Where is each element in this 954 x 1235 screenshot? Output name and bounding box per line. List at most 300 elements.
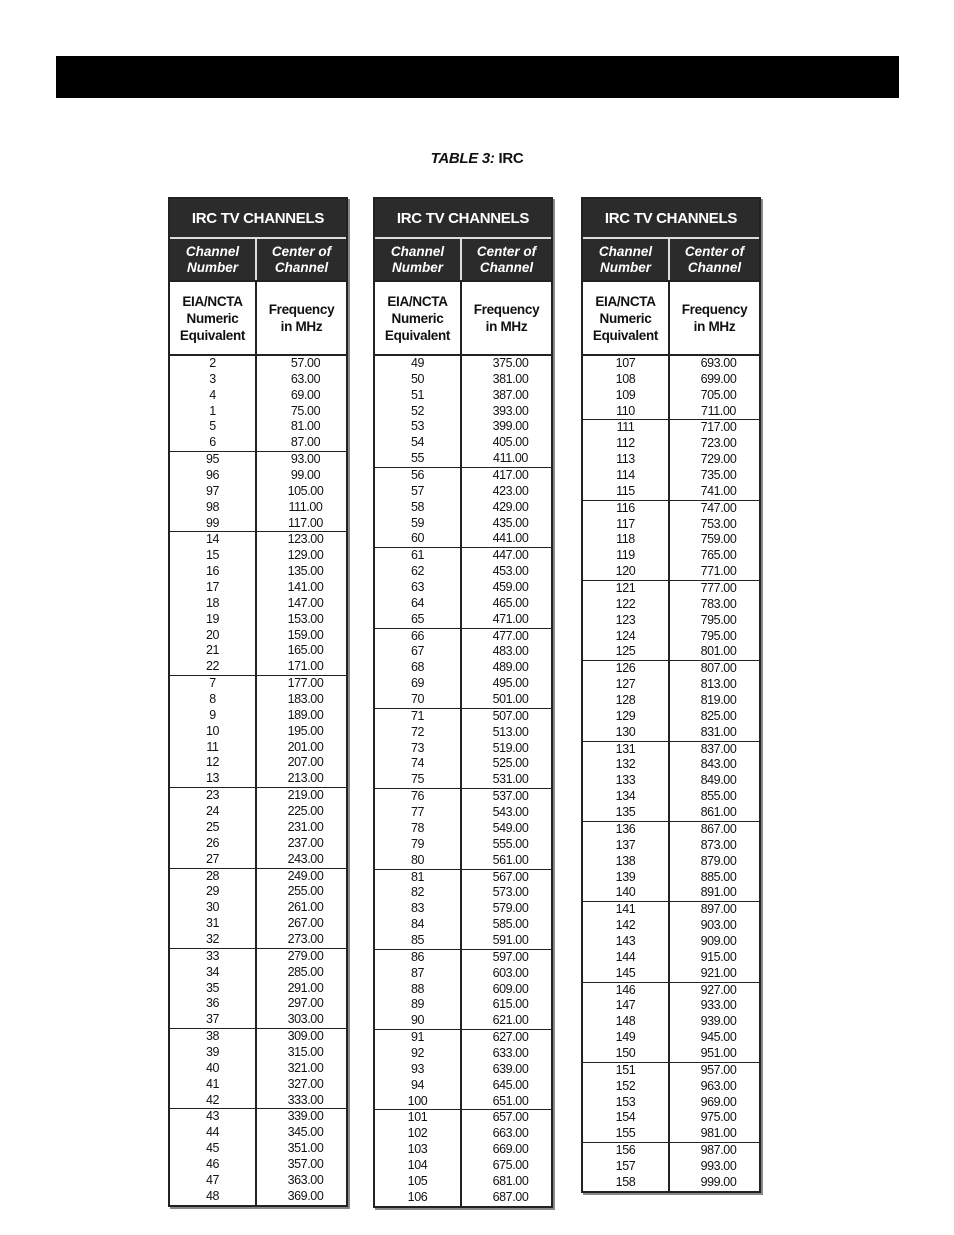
frequency-cell: 459.00 (492, 580, 529, 595)
frequency-cell: 393.00 (492, 403, 529, 418)
channel-number-cell: 158 (615, 1174, 636, 1189)
irc-channel-table-3 (581, 197, 761, 1193)
channel-number-cell: 63 (410, 580, 425, 595)
table-heading: IRC TV CHANNELS (583, 199, 759, 239)
channel-number-cell: 92 (410, 1045, 425, 1060)
channel-group (583, 581, 668, 661)
channel-number-cell: 41 (205, 1076, 220, 1091)
frequency-cell: 483.00 (492, 644, 529, 659)
channel-number-cell: 1 (209, 403, 216, 418)
frequency-column (670, 356, 759, 1191)
channel-number-cell: 37 (205, 1012, 220, 1027)
frequency-cell: 207.00 (287, 755, 324, 770)
channel-group (583, 501, 668, 581)
channel-number-cell: 105 (407, 1173, 428, 1188)
channel-number-cell: 83 (410, 901, 425, 916)
frequency-cell: 435.00 (492, 515, 529, 530)
channel-group (583, 822, 668, 902)
frequency-cell: 153.00 (287, 611, 324, 626)
header-bar (56, 56, 899, 98)
frequency-cell: 375.00 (492, 356, 529, 370)
frequency-group (670, 983, 759, 1063)
irc-channel-table-1 (168, 197, 348, 1207)
channel-group (375, 709, 460, 789)
channel-number-cell: 104 (407, 1157, 428, 1172)
frequency-group (257, 1029, 346, 1109)
channel-group (583, 983, 668, 1063)
channel-number-cell: 6 (209, 435, 216, 450)
channel-number-cell: 101 (407, 1110, 428, 1125)
frequency-cell: 723.00 (700, 436, 737, 451)
frequency-cell: 351.00 (287, 1141, 324, 1156)
frequency-cell: 81.00 (290, 419, 321, 434)
frequency-column (257, 356, 346, 1205)
frequency-cell: 93.00 (290, 452, 321, 467)
channel-number-cell: 147 (615, 998, 636, 1013)
channel-number-cell: 110 (616, 403, 635, 418)
channel-number-cell: 125 (615, 644, 636, 659)
frequency-cell: 315.00 (287, 1044, 324, 1059)
frequency-cell: 783.00 (700, 596, 737, 611)
channel-number-cell: 100 (407, 1093, 428, 1108)
channel-group (583, 742, 668, 822)
frequency-cell: 369.00 (287, 1188, 324, 1203)
channel-number-heading: Channel Number (170, 239, 257, 280)
channel-number-cell: 115 (616, 483, 635, 498)
channel-group (170, 1029, 255, 1109)
channel-number-cell: 62 (410, 564, 425, 579)
channel-number-heading: Channel Number (583, 239, 670, 280)
frequency-cell: 111.00 (288, 499, 323, 514)
channel-number-cell: 60 (410, 531, 425, 546)
channel-number-heading: Channel Number (375, 239, 462, 280)
channel-number-cell: 22 (205, 659, 220, 674)
frequency-cell: 177.00 (287, 676, 324, 691)
channel-group (583, 356, 668, 420)
channel-number-cell: 136 (615, 821, 636, 836)
frequency-cell: 801.00 (700, 644, 737, 659)
column-headings (375, 239, 551, 282)
frequency-cell: 411.00 (493, 451, 528, 466)
channel-number-cell: 143 (615, 933, 636, 948)
frequency-cell: 99.00 (290, 468, 321, 483)
channel-number-cell: 96 (205, 468, 220, 483)
frequency-cell: 543.00 (492, 805, 529, 820)
frequency-cell: 423.00 (492, 483, 529, 498)
frequency-cell: 819.00 (700, 693, 737, 708)
frequency-cell: 735.00 (700, 468, 737, 483)
channel-number-cell: 103 (407, 1142, 428, 1157)
frequency-cell: 429.00 (492, 499, 529, 514)
channel-number-cell: 61 (410, 548, 425, 563)
frequency-cell: 183.00 (287, 692, 324, 707)
channel-number-cell: 121 (615, 581, 636, 596)
channel-number-cell: 40 (205, 1060, 220, 1075)
frequency-cell: 141.00 (287, 580, 324, 595)
channel-number-cell: 123 (615, 612, 636, 627)
channel-number-cell: 122 (615, 596, 636, 611)
frequency-cell: 339.00 (287, 1109, 324, 1124)
channel-number-cell: 25 (205, 819, 220, 834)
channel-group (170, 356, 255, 452)
frequency-cell: 639.00 (492, 1061, 529, 1076)
table-body (170, 356, 346, 1205)
channel-number-cell: 17 (205, 580, 220, 595)
channel-number-cell: 68 (410, 660, 425, 675)
frequency-cell: 705.00 (700, 387, 737, 402)
channel-number-cell: 137 (615, 837, 636, 852)
frequency-cell: 999.00 (700, 1174, 737, 1189)
channel-number-cell: 106 (407, 1189, 428, 1204)
frequency-cell: 69.00 (290, 387, 321, 402)
frequency-cell: 951.00 (700, 1045, 737, 1060)
channel-number-cell: 94 (410, 1077, 425, 1092)
channel-number-cell: 48 (205, 1188, 220, 1203)
frequency-cell: 855.00 (700, 789, 737, 804)
channel-number-cell: 107 (615, 356, 636, 370)
frequency-cell: 849.00 (700, 773, 737, 788)
frequency-cell: 525.00 (492, 756, 529, 771)
frequency-cell: 279.00 (287, 948, 324, 963)
frequency-cell: 363.00 (287, 1172, 324, 1187)
channel-number-cell: 135 (615, 805, 636, 820)
channel-number-cell: 9 (209, 707, 216, 722)
frequency-cell: 633.00 (492, 1045, 529, 1060)
frequency-cell: 75.00 (290, 403, 321, 418)
frequency-group (257, 356, 346, 452)
frequency-cell: 981.00 (700, 1126, 737, 1141)
frequency-cell: 597.00 (492, 949, 529, 964)
frequency-cell: 405.00 (492, 435, 529, 450)
frequency-group (462, 789, 551, 869)
frequency-cell: 477.00 (492, 628, 529, 643)
frequency-cell: 333.00 (287, 1092, 324, 1107)
column-headings (583, 239, 759, 282)
channel-number-cell: 90 (410, 1013, 425, 1028)
channel-number-cell: 102 (407, 1126, 428, 1141)
frequency-cell: 765.00 (700, 548, 737, 563)
frequency-cell: 63.00 (290, 371, 321, 386)
channel-number-cell: 124 (615, 628, 636, 643)
channel-number-cell: 12 (205, 755, 220, 770)
channel-number-cell: 150 (615, 1045, 636, 1060)
frequency-cell: 963.00 (700, 1078, 737, 1093)
frequency-group (257, 949, 346, 1029)
frequency-cell: 687.00 (492, 1189, 529, 1204)
channel-number-cell: 13 (205, 771, 220, 786)
frequency-cell: 399.00 (492, 419, 529, 434)
frequency-group (462, 1030, 551, 1110)
irc-channel-table-2 (373, 197, 553, 1208)
frequency-cell: 249.00 (287, 868, 324, 883)
frequency-cell: 123.00 (287, 532, 324, 547)
channel-group (375, 950, 460, 1030)
channel-number-cell: 130 (615, 724, 636, 739)
channel-number-cell: 151 (615, 1062, 636, 1077)
channel-number-cell: 88 (410, 981, 425, 996)
channel-number-cell: 87 (410, 965, 425, 980)
frequency-cell: 237.00 (287, 835, 324, 850)
frequency-cell: 231.00 (287, 819, 324, 834)
channel-number-cell: 93 (410, 1061, 425, 1076)
column-labels (583, 282, 759, 356)
channel-number-cell: 132 (615, 757, 636, 772)
channel-number-cell: 84 (410, 917, 425, 932)
caption-name: IRC (494, 150, 524, 167)
frequency-cell: 669.00 (492, 1142, 529, 1157)
channel-number-cell: 54 (410, 435, 425, 450)
frequency-cell: 441.00 (492, 531, 529, 546)
frequency-cell: 795.00 (700, 612, 737, 627)
channel-number-cell: 45 (205, 1141, 220, 1156)
channel-number-cell: 36 (205, 996, 220, 1011)
channel-number-cell: 141 (615, 902, 636, 917)
channel-group (170, 676, 255, 788)
channel-number-cell: 26 (205, 835, 220, 850)
frequency-cell: 195.00 (287, 723, 324, 738)
table-body (375, 356, 551, 1206)
channel-number-cell: 28 (205, 868, 220, 883)
frequency-cell: 213.00 (287, 771, 324, 786)
frequency-cell: 495.00 (492, 676, 529, 691)
frequency-cell: 957.00 (700, 1062, 737, 1077)
channel-number-column (170, 356, 257, 1205)
channel-group (170, 452, 255, 532)
frequency-group (670, 1063, 759, 1143)
frequency-cell: 885.00 (700, 869, 737, 884)
frequency-cell: 531.00 (492, 772, 529, 787)
frequency-cell: 87.00 (290, 435, 321, 450)
frequency-cell: 837.00 (700, 741, 737, 756)
frequency-group (257, 1109, 346, 1204)
eia-ncta-label: EIA/NCTA Numeric Equivalent (170, 282, 257, 354)
channel-group (583, 420, 668, 500)
channel-number-cell: 149 (615, 1030, 636, 1045)
table-body (583, 356, 759, 1191)
channel-number-cell: 34 (205, 964, 220, 979)
frequency-group (670, 661, 759, 741)
channel-number-cell: 80 (410, 852, 425, 867)
frequency-cell: 933.00 (700, 998, 737, 1013)
table-heading: IRC TV CHANNELS (375, 199, 551, 239)
channel-number-cell: 30 (205, 900, 220, 915)
frequency-cell: 267.00 (287, 916, 324, 931)
channel-number-cell: 72 (410, 724, 425, 739)
channel-number-cell: 154 (615, 1110, 636, 1125)
channel-number-cell: 29 (205, 884, 220, 899)
channel-group (375, 468, 460, 548)
channel-number-cell: 99 (205, 515, 220, 530)
channel-number-cell: 2 (209, 356, 216, 370)
channel-number-cell: 70 (410, 692, 425, 707)
frequency-label: Frequency in MHz (473, 302, 540, 334)
channel-number-cell: 111 (616, 420, 635, 435)
channel-number-cell: 66 (410, 628, 425, 643)
channel-number-cell: 157 (615, 1158, 636, 1173)
channel-number-cell: 52 (410, 403, 425, 418)
channel-number-cell: 146 (615, 982, 636, 997)
channel-number-cell: 156 (615, 1143, 636, 1158)
channel-group (170, 949, 255, 1029)
channel-group (375, 356, 460, 468)
frequency-column (462, 356, 551, 1206)
frequency-cell: 969.00 (700, 1094, 737, 1109)
channel-number-cell: 31 (205, 916, 220, 931)
column-labels (375, 282, 551, 356)
column-labels (170, 282, 346, 356)
channel-number-cell: 126 (615, 661, 636, 676)
frequency-cell: 675.00 (492, 1157, 529, 1172)
channel-number-cell: 82 (410, 885, 425, 900)
frequency-cell: 303.00 (287, 1012, 324, 1027)
channel-number-cell: 57 (410, 483, 425, 498)
channel-number-cell: 19 (205, 611, 220, 626)
channel-number-cell: 46 (205, 1156, 220, 1171)
frequency-cell: 291.00 (287, 980, 324, 995)
frequency-cell: 135.00 (287, 564, 324, 579)
frequency-group (670, 822, 759, 902)
frequency-cell: 987.00 (700, 1143, 737, 1158)
frequency-cell: 171.00 (287, 659, 324, 674)
frequency-cell: 567.00 (492, 869, 529, 884)
frequency-group (462, 356, 551, 468)
frequency-cell: 471.00 (492, 611, 529, 626)
channel-group (375, 1110, 460, 1205)
frequency-group (462, 468, 551, 548)
frequency-cell: 165.00 (287, 643, 324, 658)
frequency-cell: 891.00 (700, 885, 737, 900)
frequency-cell: 501.00 (492, 692, 529, 707)
frequency-cell: 627.00 (492, 1030, 529, 1045)
channel-number-cell: 74 (410, 756, 425, 771)
frequency-label: Frequency in MHz (681, 302, 748, 334)
channel-number-column (583, 356, 670, 1191)
frequency-cell: 615.00 (492, 997, 529, 1012)
channel-number-cell: 127 (615, 677, 636, 692)
channel-number-cell: 14 (205, 532, 220, 547)
frequency-cell: 537.00 (492, 789, 529, 804)
frequency-group (257, 676, 346, 788)
frequency-cell: 261.00 (287, 900, 324, 915)
eia-ncta-label: EIA/NCTA Numeric Equivalent (375, 282, 462, 354)
channel-number-cell: 152 (615, 1078, 636, 1093)
channel-number-cell: 140 (615, 885, 636, 900)
center-of-channel-heading: Center of Channel (476, 243, 537, 275)
channel-group (375, 629, 460, 709)
column-headings (170, 239, 346, 282)
frequency-cell: 519.00 (492, 740, 529, 755)
frequency-cell: 573.00 (492, 885, 529, 900)
channel-number-cell: 69 (410, 676, 425, 691)
frequency-cell: 561.00 (492, 852, 529, 867)
channel-number-cell: 27 (205, 851, 220, 866)
frequency-cell: 915.00 (700, 949, 737, 964)
channel-number-cell: 55 (410, 451, 425, 466)
frequency-cell: 159.00 (287, 627, 324, 642)
channel-group (170, 869, 255, 949)
channel-number-cell: 85 (410, 932, 425, 947)
channel-number-cell: 97 (205, 483, 220, 498)
frequency-cell: 945.00 (700, 1030, 737, 1045)
frequency-cell: 189.00 (287, 707, 324, 722)
channel-number-cell: 75 (410, 772, 425, 787)
frequency-cell: 579.00 (492, 901, 529, 916)
channel-group (583, 1143, 668, 1191)
frequency-cell: 861.00 (700, 805, 737, 820)
frequency-cell: 465.00 (492, 595, 529, 610)
frequency-cell: 921.00 (700, 965, 737, 980)
table-heading: IRC TV CHANNELS (170, 199, 346, 239)
channel-number-cell: 18 (205, 595, 220, 610)
frequency-cell: 717.00 (700, 420, 737, 435)
frequency-cell: 909.00 (700, 933, 737, 948)
frequency-cell: 699.00 (700, 371, 737, 386)
table-caption (0, 150, 954, 167)
channel-number-cell: 148 (615, 1014, 636, 1029)
channel-number-cell: 43 (205, 1109, 220, 1124)
frequency-cell: 663.00 (492, 1126, 529, 1141)
channel-number-cell: 109 (615, 387, 636, 402)
channel-group (170, 788, 255, 868)
channel-number-cell: 134 (615, 789, 636, 804)
channel-number-cell: 113 (616, 452, 635, 467)
frequency-cell: 585.00 (492, 917, 529, 932)
frequency-group (462, 950, 551, 1030)
channel-number-cell: 153 (615, 1094, 636, 1109)
channel-number-cell: 81 (410, 869, 425, 884)
channel-number-cell: 42 (205, 1092, 220, 1107)
frequency-cell: 225.00 (287, 804, 324, 819)
channel-group (170, 532, 255, 676)
frequency-cell: 939.00 (700, 1014, 737, 1029)
channel-number-cell: 33 (205, 948, 220, 963)
channel-number-cell: 116 (616, 500, 635, 515)
channel-number-cell: 120 (615, 564, 636, 579)
channel-number-cell: 86 (410, 949, 425, 964)
channel-number-cell: 119 (616, 548, 635, 563)
channel-number-cell: 24 (205, 804, 220, 819)
channel-number-cell: 155 (615, 1126, 636, 1141)
channel-number-cell: 56 (410, 468, 425, 483)
frequency-group (462, 870, 551, 950)
channel-group (375, 1030, 460, 1110)
channel-number-cell: 71 (410, 708, 425, 723)
channel-number-cell: 21 (205, 643, 220, 658)
channel-number-cell: 98 (205, 499, 220, 514)
frequency-cell: 975.00 (700, 1110, 737, 1125)
channel-number-cell: 128 (615, 693, 636, 708)
channel-number-cell: 44 (205, 1125, 220, 1140)
channel-number-cell: 59 (410, 515, 425, 530)
frequency-cell: 507.00 (492, 708, 529, 723)
frequency-cell: 741.00 (700, 483, 737, 498)
frequency-cell: 297.00 (287, 996, 324, 1011)
frequency-group (670, 356, 759, 420)
frequency-cell: 759.00 (700, 532, 737, 547)
frequency-cell: 219.00 (287, 788, 324, 803)
channel-number-cell: 58 (410, 499, 425, 514)
frequency-group (670, 581, 759, 661)
center-of-channel-heading: Center of Channel (684, 243, 745, 275)
channel-number-cell: 5 (209, 419, 216, 434)
frequency-cell: 867.00 (700, 821, 737, 836)
channel-number-cell: 4 (209, 387, 216, 402)
frequency-cell: 903.00 (700, 918, 737, 933)
channel-number-cell: 65 (410, 611, 425, 626)
frequency-cell: 747.00 (700, 500, 737, 515)
frequency-cell: 771.00 (700, 564, 737, 579)
channel-number-cell: 10 (205, 723, 220, 738)
